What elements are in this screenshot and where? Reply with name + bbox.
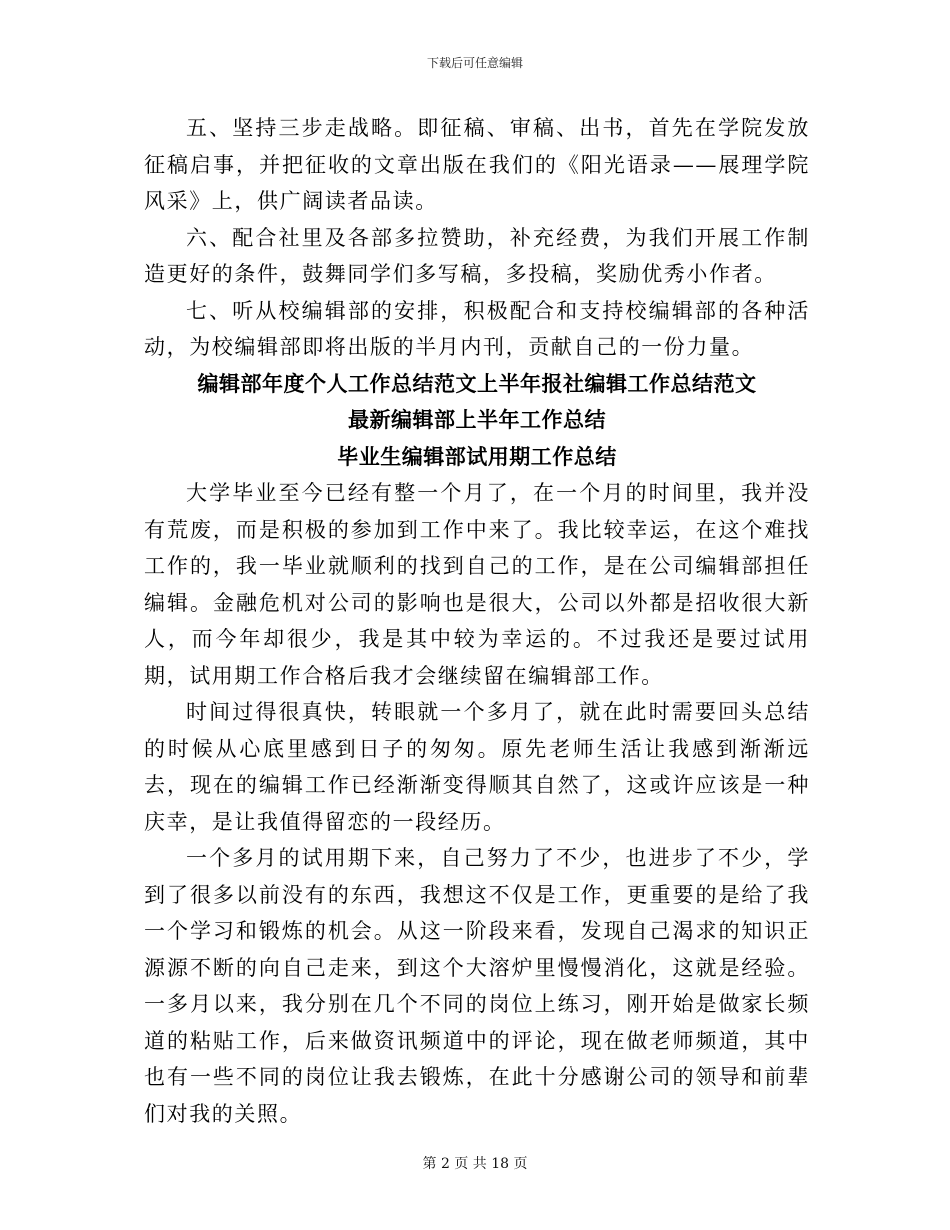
paragraph-item-6: 六、配合社里及各部多拉赞助，补充经费，为我们开展工作制造更好的条件，鼓舞同学们多写稿，多投稿，奖励优秀小作者。 bbox=[144, 225, 810, 286]
heading-annual-summary: 编辑部年度个人工作总结范文上半年报社编辑工作总结范文 bbox=[197, 370, 757, 396]
paragraph-item-5: 五、坚持三步走战略。即征稿、审稿、出书，首先在学院发放征稿启事，并把征收的文章出版在我们的《阳光语录——展理学院风采》上，供广阔读者品读。 bbox=[144, 116, 810, 213]
heading-latest-summary: 最新编辑部上半年工作总结 bbox=[348, 407, 606, 432]
page-number: 第 2 页 共 18 页 bbox=[422, 1156, 528, 1172]
paragraph-intro: 大学毕业至今已经有整一个月了，在一个月的时间里，我并没有荒废，而是积极的参加到工作中来了。我比较幸运，在这个难找工作的，我一毕业就顺利的找到自己的工作，是在公司编辑部担任编辑。金融危机对公司的影响也是很大，公司以外都是招收很大新人，而今年却很少，我是其中较为幸运的。不过我还是要过试用期，试用期工作合格后我才会继续留在编辑部工作。 bbox=[144, 481, 810, 688]
paragraph-item-7: 七、听从校编辑部的安排，积极配合和支持校编辑部的各种活动，为校编辑部即将出版的半月内刊，贡献自己的一份力量。 bbox=[144, 298, 810, 359]
paragraph-probation-review: 一个多月的试用期下来，自己努力了不少，也进步了不少，学到了很多以前没有的东西，我想这不仅是工作，更重要的是给了我一个学习和锻炼的机会。从这一阶段来看，发现自己渴求的知识正源源不断的向自己走来，到这个大溶炉里慢慢消化，这就是经验。一多月以来，我分别在几个不同的岗位上练习，刚开始是做家长频道的粘贴工作，后来做资讯频道中的评论，现在做老师频道，其中也有一些不同的岗位让我去锻炼，在此十分感谢公司的领导和前辈们对我的关照。 bbox=[144, 846, 810, 1126]
paragraph-time-passes: 时间过得很真快，转眼就一个多月了，就在此时需要回头总结的时候从心底里感到日子的匆匆。原先老师生活让我感到渐渐远去，现在的编辑工作已经渐渐变得顺其自然了，这或许应该是一种庆幸，是让我值得留恋的一段经历。 bbox=[144, 700, 810, 834]
heading-probation-summary: 毕业生编辑部试用期工作总结 bbox=[337, 443, 617, 469]
page-header-note: 下载后可任意编辑 bbox=[426, 56, 523, 70]
document-body bbox=[144, 110, 810, 1132]
